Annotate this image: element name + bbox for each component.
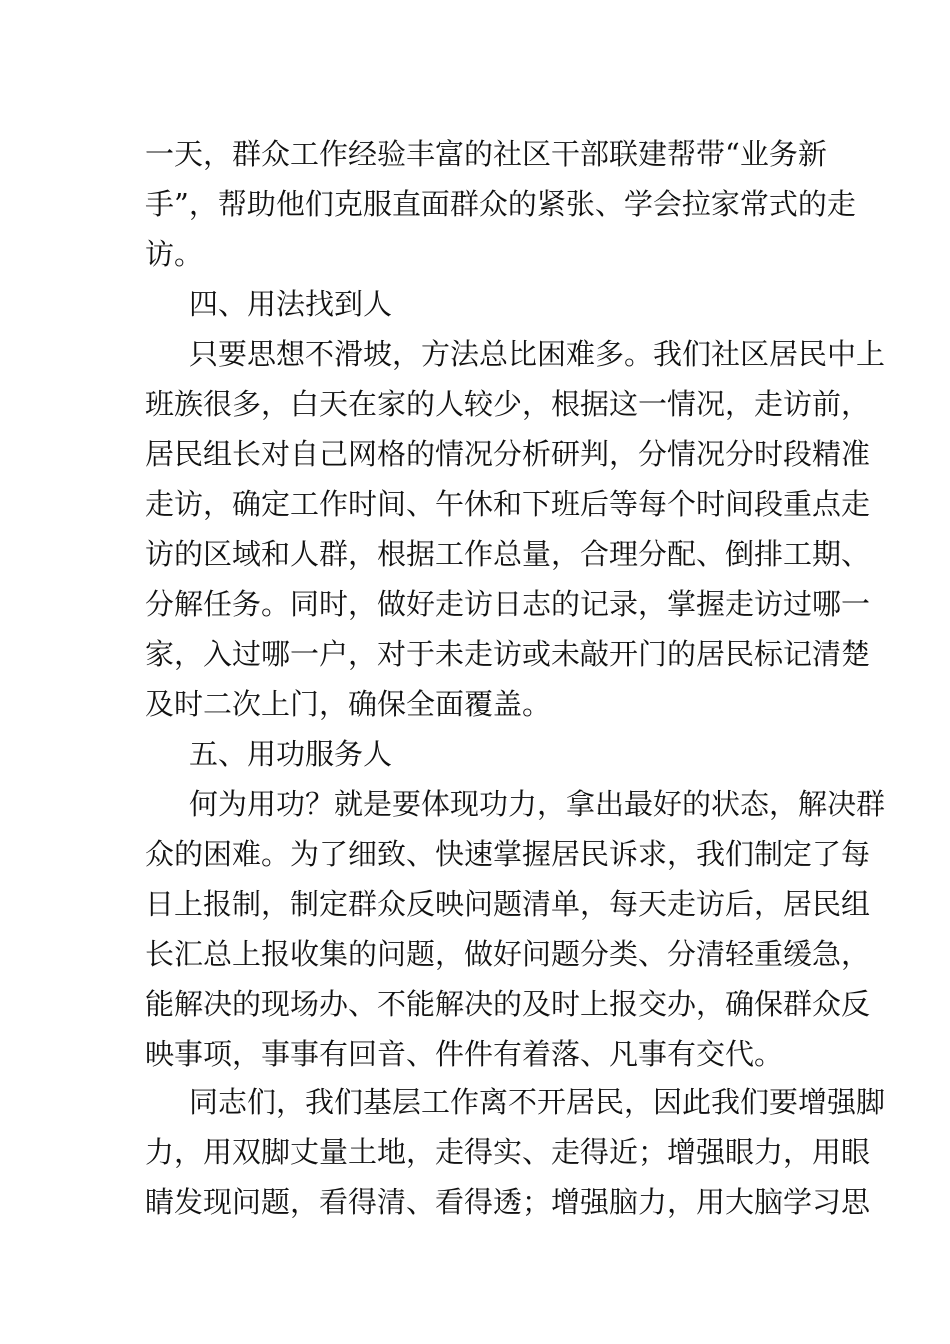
line-text: 只要思想不滑坡，方法总比困难多。我们社区居民中上 xyxy=(189,337,886,371)
text-line xyxy=(0,628,950,680)
line-text: 何为用功？就是要体现功力，拿出最好的状态，解决群 xyxy=(189,787,886,821)
text-line xyxy=(0,828,950,880)
text-line xyxy=(0,978,950,1030)
line-text: 力，用双脚丈量土地，走得实、走得近；增强眼力，用眼 xyxy=(145,1135,871,1169)
text-line xyxy=(0,1176,950,1228)
text-line xyxy=(0,878,950,930)
text-line xyxy=(0,178,950,230)
line-text: 众的困难。为了细致、快速掌握居民诉求，我们制定了每 xyxy=(145,837,871,871)
line-text: 一天，群众工作经验丰富的社区干部联建帮带“业务新 xyxy=(145,137,827,171)
line-text: 访。 xyxy=(145,237,204,271)
line-text: 班族很多，白天在家的人较少，根据这一情况，走访前， xyxy=(145,387,871,421)
line-text: 映事项，事事有回音、件件有着落、凡事有交代。 xyxy=(145,1037,784,1071)
section-heading xyxy=(0,728,950,780)
line-text: 同志们，我们基层工作离不开居民，因此我们要增强脚 xyxy=(189,1085,886,1119)
text-line xyxy=(0,378,950,430)
line-text: 日上报制，制定群众反映问题清单，每天走访后，居民组 xyxy=(145,887,871,921)
text-line xyxy=(0,1126,950,1178)
text-line xyxy=(0,778,950,830)
text-line xyxy=(0,578,950,630)
text-line xyxy=(0,1028,950,1080)
text-line xyxy=(0,1076,950,1128)
line-text: 及时二次上门，确保全面覆盖。 xyxy=(145,687,552,721)
heading-text: 五、用功服务人 xyxy=(189,737,393,771)
line-text: 走访，确定工作时间、午休和下班后等每个时间段重点走 xyxy=(145,487,871,521)
text-line xyxy=(0,528,950,580)
line-text: 能解决的现场办、不能解决的及时上报交办，确保群众反 xyxy=(145,987,871,1021)
line-text: 居民组长对自己网格的情况分析研判，分情况分时段精准 xyxy=(145,437,871,471)
line-text: 分解任务。同时，做好走访日志的记录，掌握走访过哪一 xyxy=(145,587,871,621)
text-line xyxy=(0,928,950,980)
text-line xyxy=(0,428,950,480)
line-text: 手”，帮助他们克服直面群众的紧张、学会拉家常式的走 xyxy=(145,187,856,221)
text-line xyxy=(0,128,950,180)
text-line xyxy=(0,228,950,280)
text-line xyxy=(0,478,950,530)
text-line xyxy=(0,328,950,380)
heading-text: 四、用法找到人 xyxy=(189,287,393,321)
section-heading xyxy=(0,278,950,330)
line-text: 长汇总上报收集的问题，做好问题分类、分清轻重缓急， xyxy=(145,937,871,971)
line-text: 家，入过哪一户，对于未走访或未敲开门的居民标记清楚 xyxy=(145,637,871,671)
text-line xyxy=(0,678,950,730)
line-text: 访的区域和人群，根据工作总量，合理分配、倒排工期、 xyxy=(145,537,871,571)
line-text: 睛发现问题，看得清、看得透；增强脑力，用大脑学习思 xyxy=(145,1185,871,1219)
